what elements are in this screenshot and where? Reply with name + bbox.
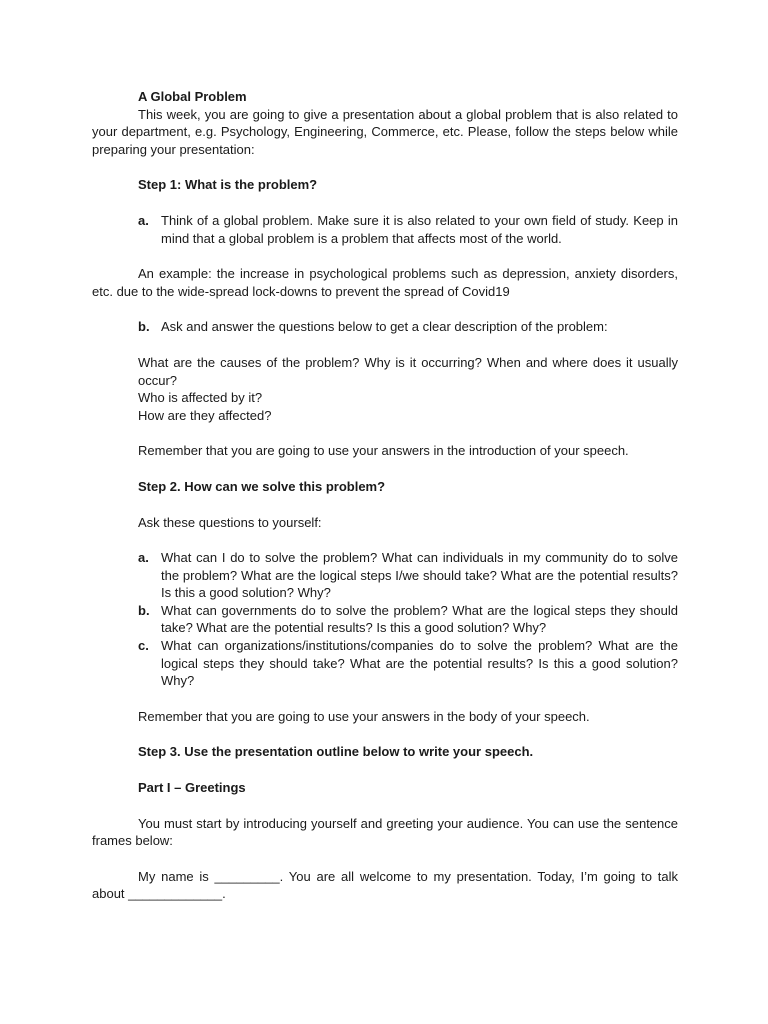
list-marker: b. (138, 319, 150, 335)
step3-heading: Step 3. Use the presentation outline below to write your speech. (138, 744, 534, 760)
question-who: Who is affected by it? (138, 390, 263, 406)
step2-heading: Step 2. How can we solve this problem? (138, 478, 386, 494)
step1-heading: Step 1: What is the problem? (138, 177, 318, 193)
step2-prompt: Ask these questions to yourself: (138, 514, 322, 530)
list-item-text: Think of a global problem. Make sure it is also related to your own field of study. Keep in mind that a global problem is a problem that affects most of the world. (161, 212, 678, 246)
list-item-text: What can governments do to solve the problem? What are the logical steps they should take? What are the potential results? Is this a good solution? Why? (161, 602, 678, 636)
list-marker: c. (138, 638, 149, 654)
part1-paragraph: You must start by introducing yourself and greeting your audience. You can use the sentence frames below: (92, 815, 678, 849)
step2-item-b (92, 602, 678, 637)
step2-item-c (92, 637, 678, 690)
step2-remember: Remember that you are going to use your answers in the body of your speech. (138, 708, 590, 724)
step1-remember: Remember that you are going to use your answers in the introduction of your speech. (138, 443, 629, 459)
list-marker: a. (138, 212, 149, 228)
questions-paragraph: What are the causes of the problem? Why is it occurring? When and where does it usually occur? (138, 354, 678, 388)
document-title: A Global Problem (138, 89, 247, 104)
example-paragraph: An example: the increase in psychological problems such as depression, anxiety disorders, etc. due to the wide-spread lock-downs to prevent the spread of Covid19 (92, 266, 678, 299)
step1-item-b (92, 318, 678, 336)
intro-paragraph: This week, you are going to give a presentation about a global problem that is also related to your department, e.g. Psychology, Engineering, Commerce, etc. Please, follow the steps below while preparing your presentation: (92, 106, 678, 157)
list-item-text: What can I do to solve the problem? What can individuals in my community do to solve the problem? What are the logical steps I/we should take? What are the potential results? Is this a good solution? Why? (161, 550, 678, 601)
part1-heading: Part I – Greetings (138, 780, 246, 796)
step1-item-a (92, 212, 678, 247)
list-item-text: What can organizations/institutions/companies do to solve the problem? What are the logical steps they should take? What are the potential results? Is this a good solution? Why? (161, 638, 678, 689)
list-marker: b. (138, 602, 150, 618)
sentence-frame: My name is _________. You are all welcome to my presentation. Today, I’m going to talk about _____________. (92, 868, 678, 902)
list-marker: a. (138, 550, 149, 566)
step2-item-a (92, 549, 678, 602)
question-how: How are they affected? (138, 407, 272, 423)
document-page (92, 88, 678, 903)
list-item-text: Ask and answer the questions below to get a clear description of the problem: (161, 319, 608, 335)
